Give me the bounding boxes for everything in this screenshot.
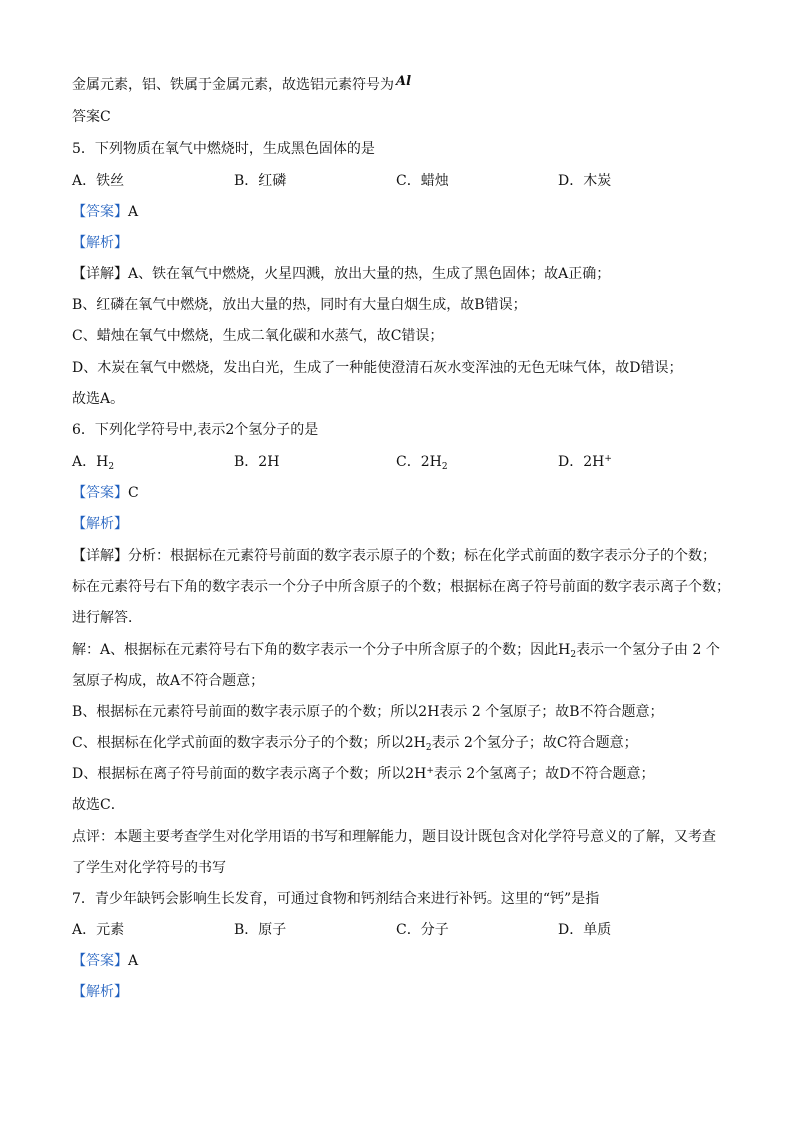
q5-answer: 【答案】A — [72, 204, 139, 220]
detail-tag: 【详解】 — [72, 266, 128, 282]
q7-analysis-tag: 【解析】 — [72, 984, 128, 1000]
q6-option-b: B．2H — [234, 454, 280, 470]
q6-detail-3: 进行解答． — [72, 610, 142, 626]
q6-solution-b: B、根据标在元素符号前面的数字表示原子的个数；所以2H表示 2 个氢原子；故B不符合题意； — [72, 704, 664, 720]
q5-detail-d: D、木炭在氧气中燃烧，发出白光，生成了一种能使澄清石灰水变浑浊的无色无味气体，故D错误； — [72, 360, 683, 376]
q6-choose: 故选C． — [72, 797, 125, 813]
q5-analysis-tag: 【解析】 — [72, 235, 128, 251]
q5-option-b: B．红磷 — [234, 173, 287, 189]
q6-answer: 【答案】C — [72, 485, 139, 501]
intro-line: 金属元素，铝、铁属于金属元素，故选铝元素符号为 Al — [72, 74, 412, 93]
q5-detail-c: C、蜡烛在氧气中燃烧，生成二氧化碳和水蒸气，故C错误； — [72, 328, 444, 344]
q6-detail-2: 标在元素符号右下角的数字表示一个分子中所含原子的个数；根据标在离子符号前面的数字表示离子个数； — [72, 579, 730, 595]
q7-option-d: D．单质 — [558, 922, 612, 938]
q5-option-a: A．铁丝 — [72, 173, 125, 189]
q5-detail-b: B、红磷在氧气中燃烧，放出大量的热，同时有大量白烟生成，故B错误； — [72, 297, 527, 313]
q6-solution-d: D、根据标在离子符号前面的数字表示离子个数；所以2H+表示 2个氢离子；故D不符合题意； — [72, 766, 655, 782]
aluminum-symbol: Al — [396, 74, 412, 89]
q6-analysis-tag: 【解析】 — [72, 516, 128, 532]
q6-detail-1: 【详解】分析：根据标在元素符号前面的数字表示原子的个数；标在化学式前面的数字表示分子的个数； — [72, 548, 716, 564]
q7-answer: 【答案】A — [72, 953, 139, 969]
q6-question: 6．下列化学符号中,表示2个氢分子的是 — [72, 422, 319, 438]
answer-tag: 【答案】 — [72, 953, 128, 969]
q5-question: 5．下列物质在氧气中燃烧时，生成黑色固体的是 — [72, 141, 375, 157]
q5-options — [72, 171, 732, 191]
q6-option-a: A．$H_2$ — [72, 454, 115, 472]
q5-detail-a: 【详解】A、铁在氧气中燃烧，火星四溅，放出大量的热，生成了黑色固体；故A正确； — [72, 266, 611, 282]
q6-solution-a2: 氢原子构成，故A不符合题意； — [72, 673, 265, 689]
q6-option-c: C．$2H_2$ — [396, 454, 448, 472]
q7-option-c: C．分子 — [396, 922, 449, 938]
q6-comment-2: 了学生对化学符号的书写 — [72, 860, 226, 876]
q5-choose: 故选A。 — [72, 391, 125, 407]
q6-solution-a: 解：A、根据标在元素符号右下角的数字表示一个分子中所含原子的个数；因此$H_2$表示一个氢分子由 2 个 — [72, 642, 720, 660]
q5-option-c: C．蜡烛 — [396, 173, 449, 189]
q6-solution-c: C、根据标在化学式前面的数字表示分子的个数；所以$2H_2$表示 2个氢分子；故C符合题意； — [72, 735, 638, 753]
q6-option-d: D．2H+ — [558, 454, 612, 470]
detail-tag: 【详解】 — [72, 548, 128, 564]
q7-question: 7．青少年缺钙会影响生长发育，可通过食物和钙剂结合来进行补钙。这里的“钙”是指 — [72, 891, 600, 907]
q7-option-b: B．原子 — [234, 922, 287, 938]
q6-options — [72, 452, 732, 472]
q7-options — [72, 920, 732, 940]
q5-option-d: D．木炭 — [558, 173, 612, 189]
answer-tag: 【答案】 — [72, 485, 128, 501]
q6-comment-1: 点评：本题主要考查学生对化学用语的书写和理解能力，题目设计既包含对化学符号意义的了解，又考查 — [72, 829, 716, 845]
answer-tag: 【答案】 — [72, 204, 128, 220]
q7-option-a: A．元素 — [72, 922, 125, 938]
previous-answer: 答案C — [72, 109, 111, 125]
